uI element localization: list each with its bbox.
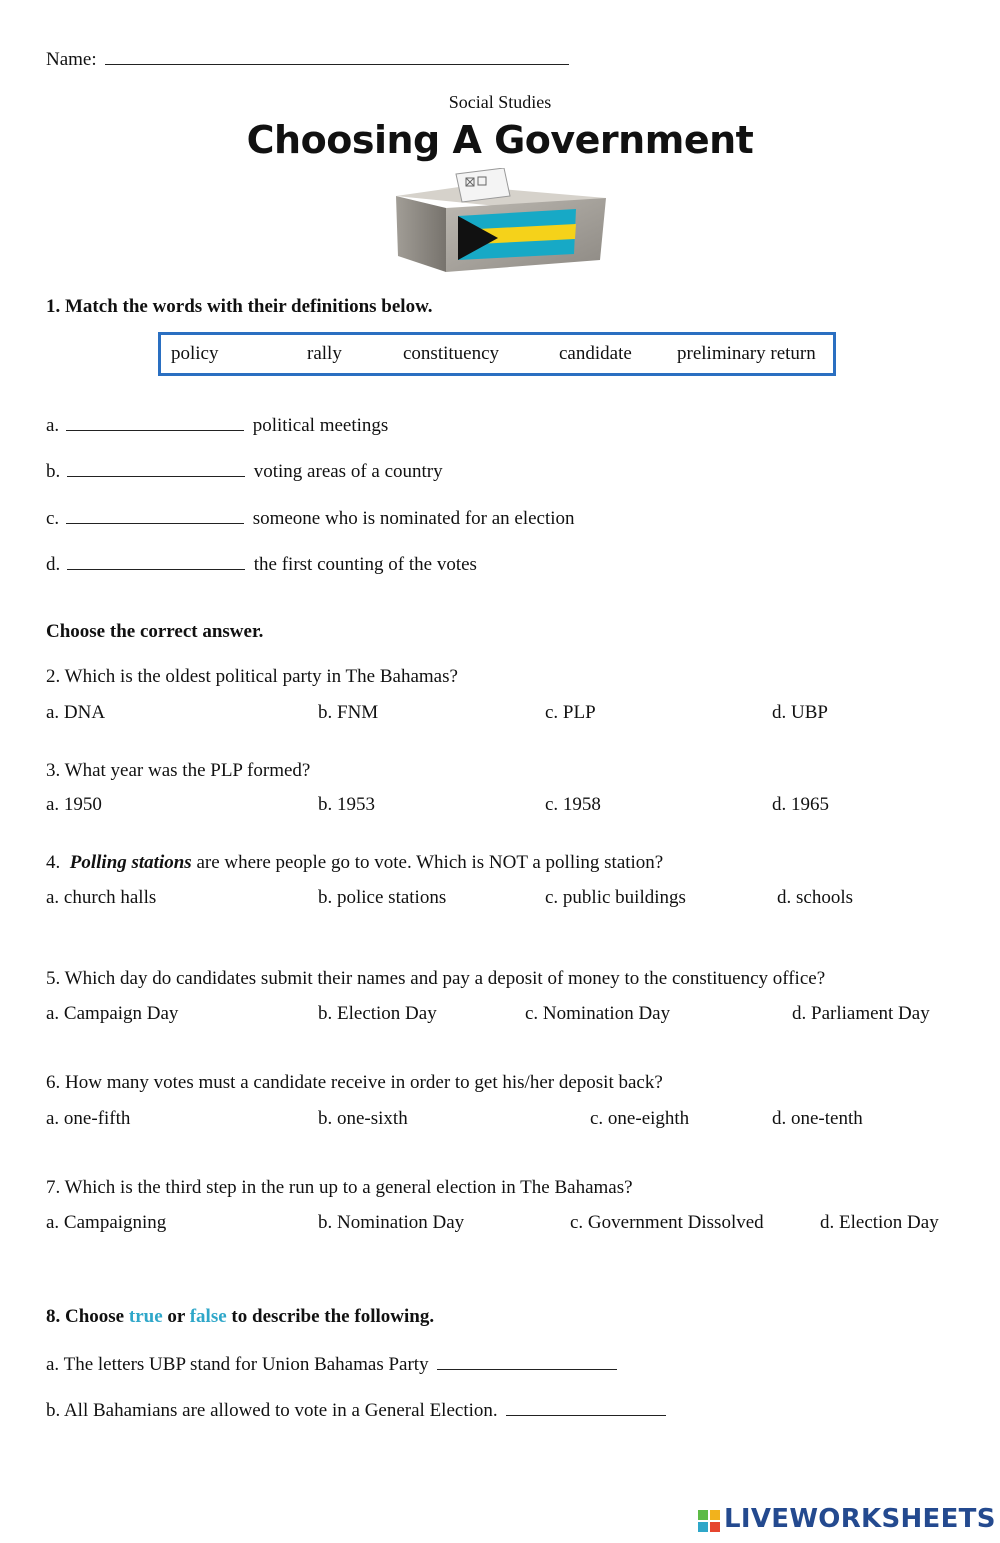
answer-option[interactable]: a. 1950 <box>46 794 102 815</box>
question-2: 2. Which is the oldest political party in The Bahamas? <box>46 666 458 687</box>
name-line <box>46 46 569 71</box>
false-word: false <box>189 1306 227 1327</box>
answer-option[interactable]: d. Election Day <box>820 1212 939 1233</box>
statement-text: a. The letters UBP stand for Union Bahamas Party <box>46 1354 429 1375</box>
match-definition: political meetings <box>252 415 389 436</box>
word-bank-item[interactable]: preliminary return <box>677 343 816 364</box>
match-definition: the first counting of the votes <box>253 554 477 575</box>
answer-option[interactable]: c. public buildings <box>545 887 686 908</box>
section3-heading <box>46 1306 434 1328</box>
true-false-item <box>46 1397 666 1422</box>
match-letter: d. <box>46 554 61 575</box>
section1-heading: 1. Match the words with their definitions below. <box>46 296 433 317</box>
answer-option[interactable]: a. Campaigning <box>46 1212 167 1233</box>
answer-option[interactable]: b. 1953 <box>318 794 375 815</box>
word-bank-item[interactable]: rally <box>307 343 342 364</box>
answer-option[interactable]: b. one-sixth <box>318 1108 408 1129</box>
match-item <box>46 458 443 483</box>
answer-option[interactable]: a. one-fifth <box>46 1108 131 1129</box>
heading-text: 8. Choose <box>46 1306 129 1327</box>
answer-option[interactable]: d. one-tenth <box>772 1108 863 1129</box>
answer-option[interactable]: a. DNA <box>46 702 106 723</box>
answer-option[interactable]: a. church halls <box>46 887 157 908</box>
answer-option[interactable]: c. one-eighth <box>590 1108 690 1129</box>
answer-option[interactable]: d. 1965 <box>772 794 829 815</box>
name-blank[interactable] <box>105 46 569 65</box>
answer-option[interactable]: c. PLP <box>545 702 596 723</box>
ballot-box-image <box>386 168 616 276</box>
word-bank <box>158 332 836 376</box>
answer-option[interactable]: c. Government Dissolved <box>570 1212 764 1233</box>
true-word: true <box>128 1306 163 1327</box>
heading-text: or <box>162 1306 190 1327</box>
subject-label: Social Studies <box>448 92 552 112</box>
match-definition: voting areas of a country <box>253 461 443 482</box>
answer-option[interactable]: c. 1958 <box>545 794 601 815</box>
answer-option[interactable]: c. Nomination Day <box>525 1003 671 1024</box>
answer-blank[interactable] <box>437 1351 617 1370</box>
answer-option[interactable]: d. schools <box>777 887 853 908</box>
heading-text: to describe the following. <box>226 1306 435 1327</box>
match-blank[interactable] <box>67 551 245 570</box>
answer-blank[interactable] <box>506 1397 666 1416</box>
match-item <box>46 412 388 437</box>
word-bank-item[interactable]: policy <box>171 343 219 364</box>
answer-option[interactable]: b. police stations <box>318 887 447 908</box>
answer-option[interactable]: d. Parliament Day <box>792 1003 930 1024</box>
answer-option[interactable]: b. Election Day <box>318 1003 437 1024</box>
word-bank-item[interactable]: candidate <box>559 343 632 364</box>
match-item <box>46 551 477 576</box>
page-title: Choosing A Government <box>246 118 754 162</box>
match-blank[interactable] <box>66 505 244 524</box>
question-7: 7. Which is the third step in the run up to a general election in The Bahamas? <box>46 1177 633 1198</box>
match-letter: b. <box>46 461 61 482</box>
match-item <box>46 505 575 530</box>
question-6: 6. How many votes must a candidate receive in order to get his/her deposit back? <box>46 1072 663 1093</box>
match-blank[interactable] <box>66 412 244 431</box>
match-letter: c. <box>46 508 60 529</box>
match-blank[interactable] <box>67 458 245 477</box>
answer-option[interactable]: d. UBP <box>772 702 828 723</box>
answer-option[interactable]: a. Campaign Day <box>46 1003 179 1024</box>
word-bank-item[interactable]: constituency <box>403 343 500 364</box>
liveworksheets-logo-text: LIVEWORKSHEETS <box>724 1504 996 1534</box>
question-text: are where people go to vote. Which is NOT a polling station? <box>191 852 664 873</box>
question-5: 5. Which day do candidates submit their names and pay a deposit of money to the constituency office? <box>46 968 826 989</box>
liveworksheets-logo-icon <box>698 1510 720 1532</box>
question-emphasis: Polling stations <box>69 852 192 873</box>
question-number: 4. <box>46 852 61 873</box>
question-3: 3. What year was the PLP formed? <box>46 760 311 781</box>
answer-option[interactable]: b. FNM <box>318 702 379 723</box>
match-letter: a. <box>46 415 60 436</box>
statement-text: b. All Bahamians are allowed to vote in a General Election. <box>46 1400 498 1421</box>
answer-option[interactable]: b. Nomination Day <box>318 1212 465 1233</box>
true-false-item <box>46 1351 617 1376</box>
name-label: Name: <box>46 49 97 70</box>
section2-heading: Choose the correct answer. <box>46 621 264 642</box>
question-4 <box>46 852 663 874</box>
match-definition: someone who is nominated for an election <box>252 508 575 529</box>
